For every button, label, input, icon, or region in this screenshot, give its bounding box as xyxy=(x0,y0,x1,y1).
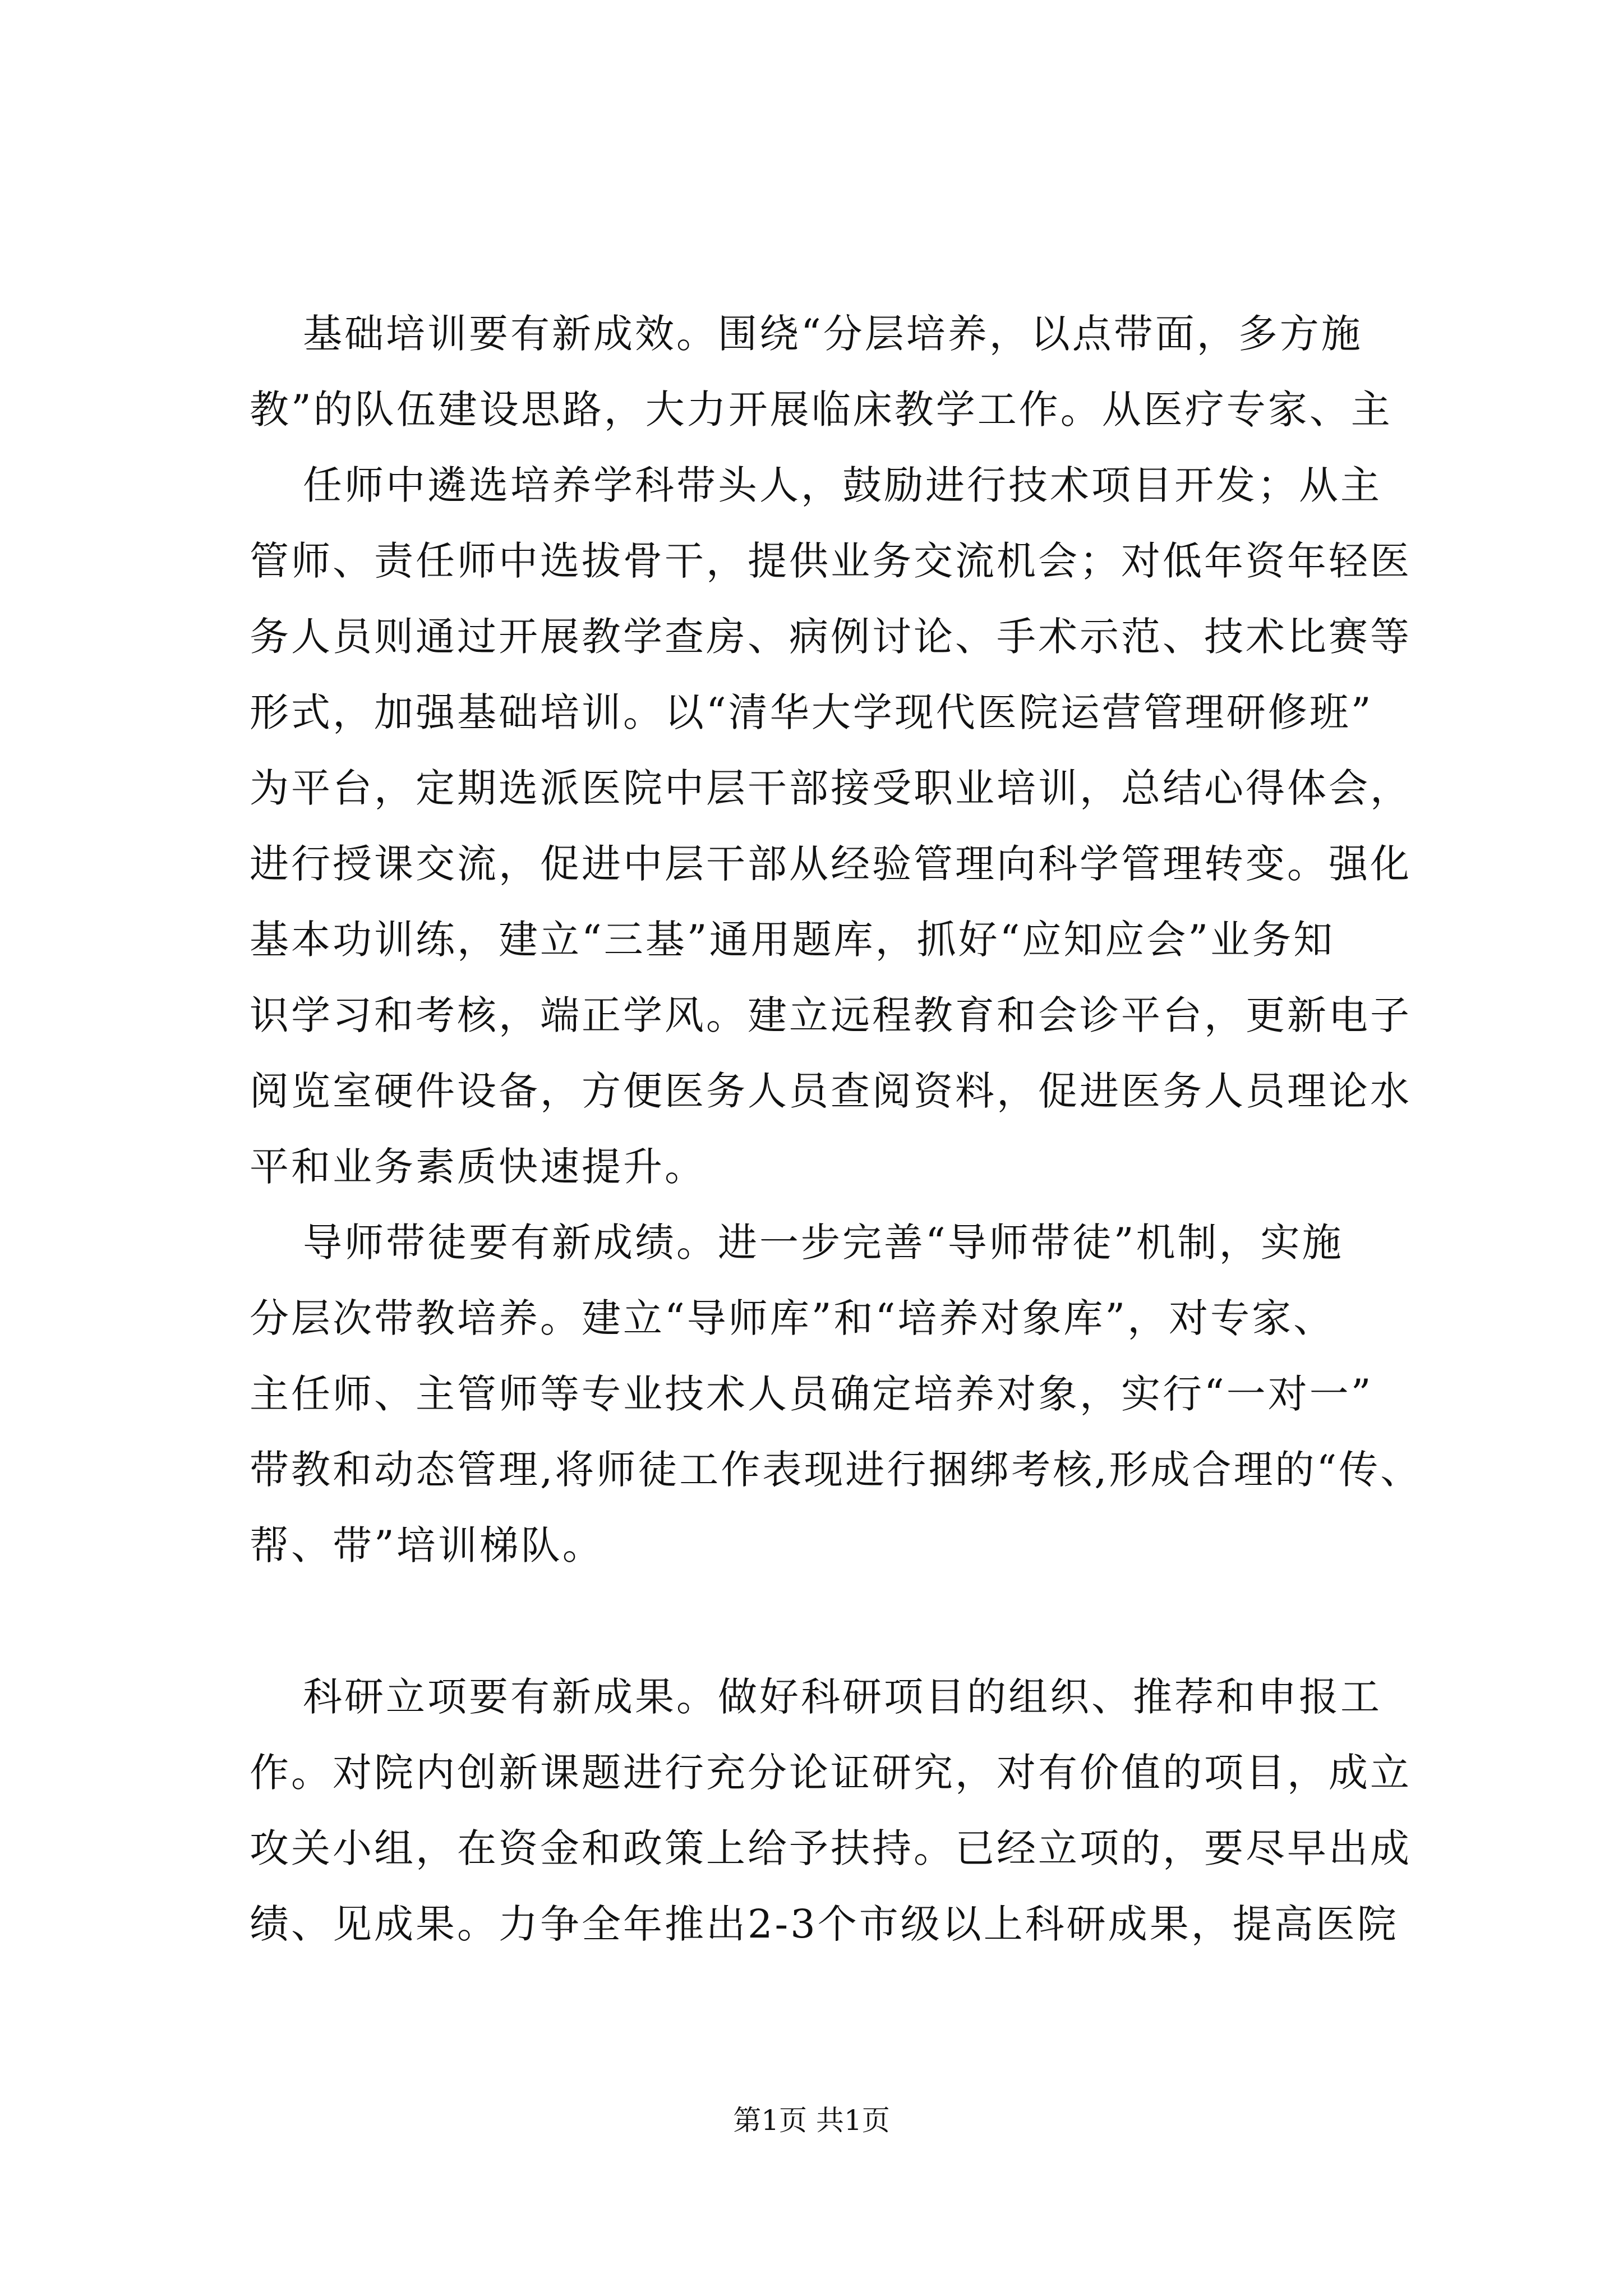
paragraph-1-line-4: 管师、责任师中选拔骨干，提供业务交流机会；对低年资年轻医 xyxy=(250,539,1412,583)
paragraph-1-line-9: 基本功训练，建立“三基”通用题库，抓好“应知应会”业务知 xyxy=(250,917,1335,962)
paragraph-3-line-2: 作。对院内创新课题进行充分论证研究，对有价值的项目，成立 xyxy=(250,1750,1412,1795)
paragraph-2-line-4: 带教和动态管理,将师徒工作表现进行捆绑考核,形成合理的“传、 xyxy=(250,1447,1422,1492)
paragraph-1-line-2: 教”的队伍建设思路，大力开展临床教学工作。从医疗专家、主 xyxy=(250,387,1393,432)
paragraph-2-line-1: 导师带徒要有新成绩。进一步完善“导师带徒”机制，实施 xyxy=(303,1220,1344,1265)
paragraph-1-line-3: 任师中遴选培养学科带头人，鼓励进行技术项目开发；从主 xyxy=(303,463,1382,508)
paragraph-1-line-12: 平和业务素质快速提升。 xyxy=(250,1144,706,1189)
page-number-footer: 第1页 共1页 xyxy=(733,2104,890,2137)
paragraph-1-line-8: 进行授课交流，促进中层干部从经验管理向科学管理转变。强化 xyxy=(250,841,1412,886)
paragraph-1-line-11: 阅览室硬件设备，方便医务人员查阅资料，促进医务人员理论水 xyxy=(250,1069,1412,1114)
paragraph-2-line-3: 主任师、主管师等专业技术人员确定培养对象，实行“一对一” xyxy=(250,1372,1373,1416)
paragraph-2-line-5: 帮、带”培训梯队。 xyxy=(250,1523,604,1568)
paragraph-1-line-1: 基础培训要有新成效。围绕“分层培养，以点带面，多方施 xyxy=(303,311,1363,356)
paragraph-1-line-7: 为平台，定期选派医院中层干部接受职业培训，总结心得体会， xyxy=(250,766,1412,811)
paragraph-1-line-10: 识学习和考核，端正学风。建立远程教育和会诊平台，更新电子 xyxy=(250,993,1412,1038)
paragraph-3-line-3: 攻关小组，在资金和政策上给予扶持。已经立项的，要尽早出成 xyxy=(250,1826,1412,1871)
paragraph-1-line-5: 务人员则通过开展教学查房、病例讨论、手术示范、技术比赛等 xyxy=(250,614,1412,659)
paragraph-2-line-2: 分层次带教培养。建立“导师库”和“培养对象库”，对专家、 xyxy=(250,1296,1335,1341)
paragraph-3-line-4: 绩、见成果。力争全年推出2-3个市级以上科研成果，提高医院 xyxy=(250,1902,1399,1947)
paragraph-1-line-6: 形式，加强基础培训。以“清华大学现代医院运营管理研修班” xyxy=(250,690,1373,735)
paragraph-3-line-1: 科研立项要有新成果。做好科研项目的组织、推荐和申报工 xyxy=(303,1674,1382,1719)
